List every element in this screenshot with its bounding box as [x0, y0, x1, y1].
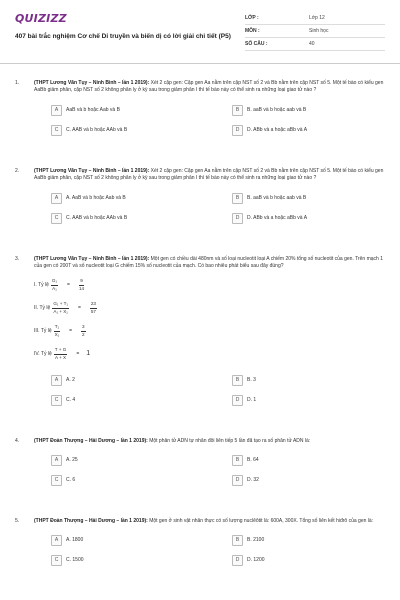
meta-label: SỐ CÂU : [245, 41, 268, 48]
question-source: (THPT Lương Văn Tụy – Ninh Bình – lần 1 2019): [34, 256, 150, 262]
answer-text: C. 4 [66, 396, 76, 403]
answer-text: B. aaB và b hoặc aab và B [247, 106, 307, 113]
answer-option-a[interactable] [51, 454, 201, 467]
answer-option-c[interactable] [51, 474, 201, 487]
answer-option-b[interactable] [232, 374, 400, 387]
question-body [34, 80, 387, 133]
answer-letter-box: A [51, 375, 62, 386]
question-source: (THPT Đoàn Thượng – Hải Dương – lần 1 2019): [34, 518, 148, 524]
answer-letter-box: B [232, 375, 243, 386]
formula-label: I. Tỷ lệ [34, 281, 49, 288]
formula-fraction-right [90, 302, 97, 314]
answer-letter-box: D [232, 475, 243, 486]
fraction-denominator: X₁ [54, 331, 60, 337]
answer-letter-box: A [51, 193, 62, 204]
meta-row-subject [245, 25, 385, 38]
answer-text: D. ABb và a hoặc aBb và A [247, 214, 308, 221]
fraction-denominator: 2 [81, 331, 85, 337]
equals-sign: = [69, 327, 72, 334]
question-text [34, 256, 387, 271]
answer-text: D. 1200 [247, 557, 265, 564]
fraction-numerator: T + G [54, 348, 68, 355]
fraction-denominator: 14 [78, 285, 85, 291]
answer-option-c[interactable] [51, 124, 201, 137]
formula-value: 1 [86, 350, 91, 358]
fraction-numerator: T₁ [54, 325, 60, 332]
answer-text: B. 64 [247, 457, 259, 464]
meta-label: LỚP : [245, 15, 259, 22]
answer-text: A. 1800 [66, 537, 84, 544]
question-text [34, 168, 387, 183]
formula-fraction-right [81, 325, 86, 337]
equals-sign: = [77, 304, 81, 311]
answer-text: C. 6 [66, 477, 76, 484]
answer-text: A. 2 [66, 376, 75, 383]
question-body [34, 518, 387, 564]
formula-label: III. Tỷ lệ [34, 327, 52, 334]
answer-option-b[interactable] [232, 534, 400, 547]
answer-letter-box: B [232, 535, 243, 546]
question-body [34, 256, 387, 403]
fraction-denominator: A + X [55, 354, 67, 360]
answer-text: C. 1500 [66, 557, 84, 564]
question-number: 5. [15, 518, 20, 524]
question-content: Một phân tử ADN tự nhân đôi liên tiếp 5 lần đã tạo ra số phân tử ADN là: [147, 438, 311, 444]
formula-fraction-left [52, 302, 69, 314]
answer-option-a[interactable] [51, 192, 201, 205]
answer-option-d[interactable] [232, 124, 400, 137]
answer-option-b[interactable] [232, 192, 400, 205]
meta-value: Lớp 12 [309, 15, 325, 22]
answer-letter-box: B [232, 455, 243, 466]
answer-option-b[interactable] [232, 104, 400, 117]
question-content: Xét 2 cặp gen: Cặp gen Aa nằm trên cặp NST số 2 và Bb nằm trên cặp NST số 5. Một tế bào có kiểu gen AaBb giảm phân, cặp NST số 2 không phân ly ở kỳ sau trong giảm phân I thì tế bào này có thể sinh ra những loại giao tử nào ? [34, 80, 384, 94]
question-number: 1. [15, 80, 20, 86]
question-source: (THPT Lương Văn Tụy – Ninh Bình – lần 1 2019): [34, 168, 150, 174]
meta-value: 40 [309, 41, 315, 48]
quizizz-logo: QUIZIZZ [15, 12, 67, 25]
answer-text: B. 3 [247, 376, 256, 383]
question-text [34, 438, 387, 445]
fraction-numerator: 3 [81, 325, 86, 332]
question-number: 3. [15, 256, 20, 262]
meta-row-count [245, 38, 385, 51]
answer-option-d[interactable] [232, 474, 400, 487]
meta-value: Sinh học [309, 28, 329, 35]
formula-fraction-right [79, 279, 84, 291]
fraction-numerator: G₁ + T₁ [52, 302, 69, 309]
answer-letter-box: C [51, 475, 62, 486]
answer-text: D. 1 [247, 396, 257, 403]
answer-letter-box: C [51, 555, 62, 566]
answer-option-d[interactable] [232, 212, 400, 225]
fraction-numerator: 23 [90, 302, 97, 309]
answer-option-a[interactable] [51, 534, 201, 547]
formula-label: II. Tỷ lệ [34, 304, 51, 311]
answer-option-c[interactable] [51, 212, 201, 225]
answer-option-a[interactable] [51, 374, 201, 387]
question-content: Xét 2 cặp gen: Cặp gen Aa nằm trên cặp NST số 2 và Bb nằm trên cặp NST số 5. Một tế bào có kiểu gen AaBb giảm phân, cặp NST số 2 không phân ly ở kỳ sau trong giảm phân I thì tế bào này có thể sinh ra những loại giao tử nào ? [34, 168, 384, 182]
question-body [34, 168, 387, 221]
formula-fraction-left [54, 348, 68, 360]
answer-letter-box: C [51, 125, 62, 136]
answer-text: C. AAB và b hoặc AAb và B [66, 126, 128, 133]
formula-iv [34, 343, 387, 366]
question-number: 4. [15, 438, 20, 444]
formula-label: IV. Tỷ lệ [34, 350, 52, 357]
document-title: 407 bài trắc nghiệm Cơ chế Di truyền và biến dị có lời giải chi tiết (P5) [15, 33, 231, 40]
answer-text: D. 32 [247, 477, 259, 484]
answer-text: D. ABb và a hoặc aBb và A [247, 126, 308, 133]
question-content: Một gen có chiều dài 480nm và số loại nucleotit loại A chiếm 20% tổng số nucleotit của gen. Trên mạch 1 của gen có 200T và số nucleotit loại G chiếm 15% số nucleotit của mạch. Có bao nhiêu phát biểu sau đây đúng? [34, 256, 384, 270]
answer-option-d[interactable] [232, 394, 400, 407]
answer-text: A. AaB và b hoặc Aab và B [66, 194, 126, 201]
answer-letter-box: D [232, 125, 243, 136]
equals-sign: = [76, 350, 80, 357]
answer-letter-box: C [51, 213, 62, 224]
answer-letter-box: D [232, 555, 243, 566]
answer-text: B. aaB và b hoặc aab và B [247, 194, 307, 201]
answer-text: B. 2100 [247, 537, 265, 544]
meta-label: MÔN : [245, 28, 260, 35]
answer-option-a[interactable] [51, 104, 201, 117]
answer-letter-box: A [51, 105, 62, 116]
answer-option-b[interactable] [232, 454, 400, 467]
answer-text: AaB và b hoặc Aab và B [66, 106, 120, 113]
answer-letter-box: B [232, 105, 243, 116]
answer-option-c[interactable] [51, 394, 201, 407]
answer-letter-box: D [232, 395, 243, 406]
question-content: Một gen ở sinh vật nhân thực có số lượng nuclêôtit là: 600A, 300X. Tổng số liên kết hiđrô của gen là: [147, 518, 374, 524]
answer-letter-box: A [51, 535, 62, 546]
answer-letter-box: C [51, 395, 62, 406]
answer-text: C. AAB và b hoặc AAb và B [66, 214, 128, 221]
document-header [0, 0, 400, 64]
formula-fraction-left [54, 325, 60, 337]
answer-letter-box: A [51, 455, 62, 466]
fraction-numerator: 9 [79, 279, 84, 286]
question-source: (THPT Đoàn Thượng – Hải Dương – lần 1 2019): [34, 438, 148, 444]
answer-option-c[interactable] [51, 554, 201, 567]
formula-ii [34, 297, 387, 320]
equals-sign: = [67, 281, 70, 288]
meta-row-grade [245, 12, 385, 25]
formula-list [34, 274, 387, 366]
answer-letter-box: D [232, 213, 243, 224]
fraction-denominator: A₁ [52, 285, 57, 291]
answer-text: A. 25 [66, 457, 78, 464]
fraction-numerator: G₁ [51, 279, 58, 286]
question-number: 2. [15, 168, 20, 174]
formula-iii [34, 320, 387, 343]
question-text [34, 80, 387, 95]
answer-option-d[interactable] [232, 554, 400, 567]
answer-letter-box: B [232, 193, 243, 204]
meta-box [245, 12, 385, 51]
fraction-denominator: A₁ + X₁ [53, 308, 68, 314]
formula-i [34, 274, 387, 297]
question-text [34, 518, 387, 525]
fraction-denominator: 57 [90, 308, 96, 314]
formula-fraction-left [51, 279, 58, 291]
question-source: (THPT Lương Văn Tụy – Ninh Bình – lần 1 2019): [34, 80, 150, 86]
question-body [34, 438, 387, 484]
